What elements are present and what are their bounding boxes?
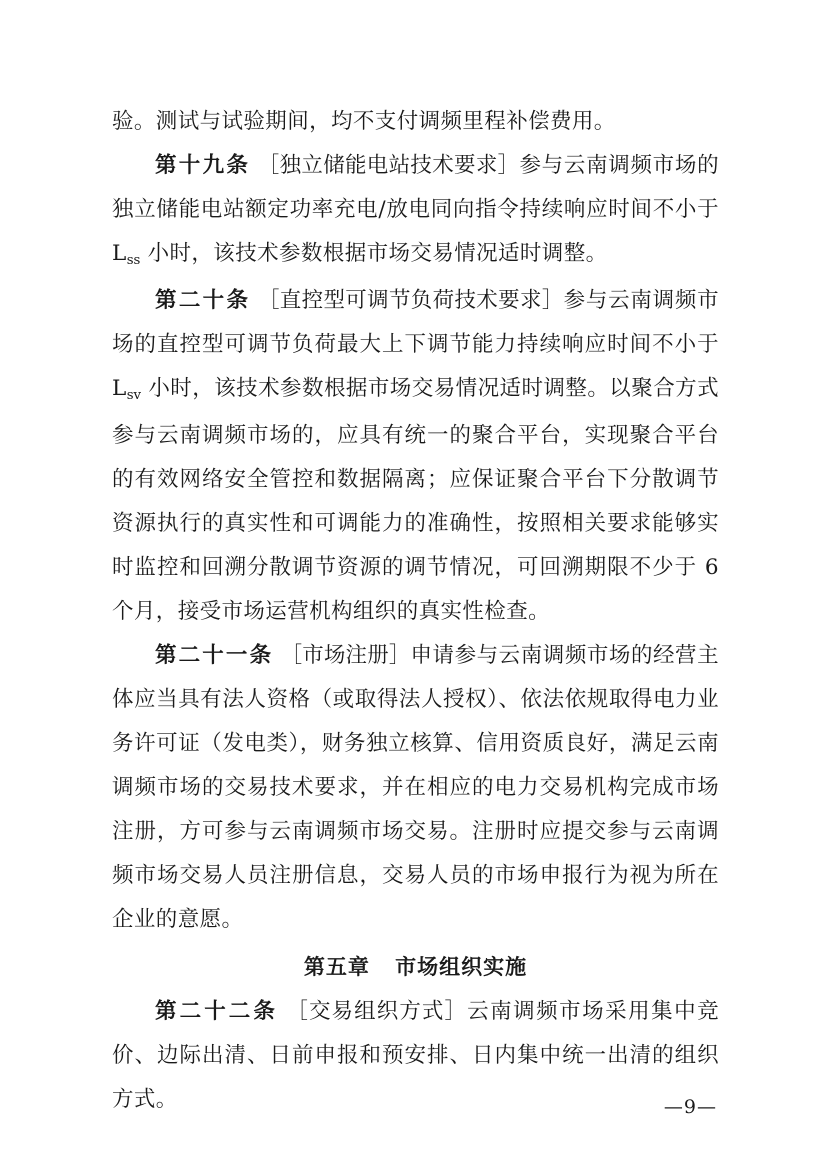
chapter-number: 第五章 xyxy=(303,955,370,979)
article-19-title: 第十九条 xyxy=(155,153,251,178)
article-22-bracket: ［交易组织方式］ xyxy=(286,999,468,1024)
article-19-bracket: ［独立储能电站技术要求］ xyxy=(257,153,520,178)
article-20-title: 第二十条 xyxy=(155,288,251,313)
paragraph-continued xyxy=(112,100,719,144)
article-20-text-after: 小时，该技术参数根据市场交易情况适时调整。以聚合方式参与云南调频市场的，应具有统一的聚合平台，实现聚合平台的有效网络安全管控和数据隔离；应保证聚合平台下分散调节资源执行的真实性和可调能力的准确性，按照相关要求能够实时监控和回溯分散调节资源的调节情况，可回溯期限不少于 6 个月，接受市场运营机构组织的真实性检查。 xyxy=(112,376,719,624)
article-21-text: 申请参与云南调频市场的经营主体应当具有法人资格（或取得法人授权）、依法依规取得电力业务许可证（发电类），财务独立核算、信用资质良好，满足云南调频市场的交易技术要求，并在相应的电力交易机构完成市场注册，方可参与云南调频市场交易。注册时应提交参与云南调频市场交易人员注册信息，交易人员的市场申报行为视为所在企业的意愿。 xyxy=(112,643,719,932)
paragraph-article-22 xyxy=(112,990,719,1122)
article-19-text-after: 小时，该技术参数根据市场交易情况适时调整。 xyxy=(140,241,608,266)
page-number: —9— xyxy=(663,1096,717,1118)
chapter-title: 市场组织实施 xyxy=(395,955,528,979)
article-21-title: 第二十一条 xyxy=(155,643,274,668)
article-19-subscript: ss xyxy=(126,253,141,269)
article-20-subscript: sv xyxy=(126,388,142,404)
document-body xyxy=(112,100,719,1122)
article-19-text-before: 参与云南调频市场的独立储能电站额定功率充电/放电同向指令持续响应时间不小于 L xyxy=(112,153,719,266)
article-22-title: 第二十二条 xyxy=(155,999,278,1024)
paragraph-article-20 xyxy=(112,279,719,634)
article-21-bracket: ［市场注册］ xyxy=(280,643,411,668)
paragraph-article-19 xyxy=(112,144,719,279)
chapter-heading xyxy=(112,944,719,990)
article-22-text: 云南调频市场采用集中竞价、边际出清、日前申报和预安排、日内集中统一出清的组织方式。 xyxy=(112,999,719,1112)
paragraph-continued-text: 验。测试与试验期间，均不支付调频里程补偿费用。 xyxy=(112,109,616,134)
article-20-bracket: ［直控型可调节负荷技术要求］ xyxy=(257,288,564,313)
paragraph-article-21 xyxy=(112,634,719,942)
article-20-text-before: 参与云南调频市场的直控型可调节负荷最大上下调节能力持续响应时间不小于 L xyxy=(112,288,719,401)
